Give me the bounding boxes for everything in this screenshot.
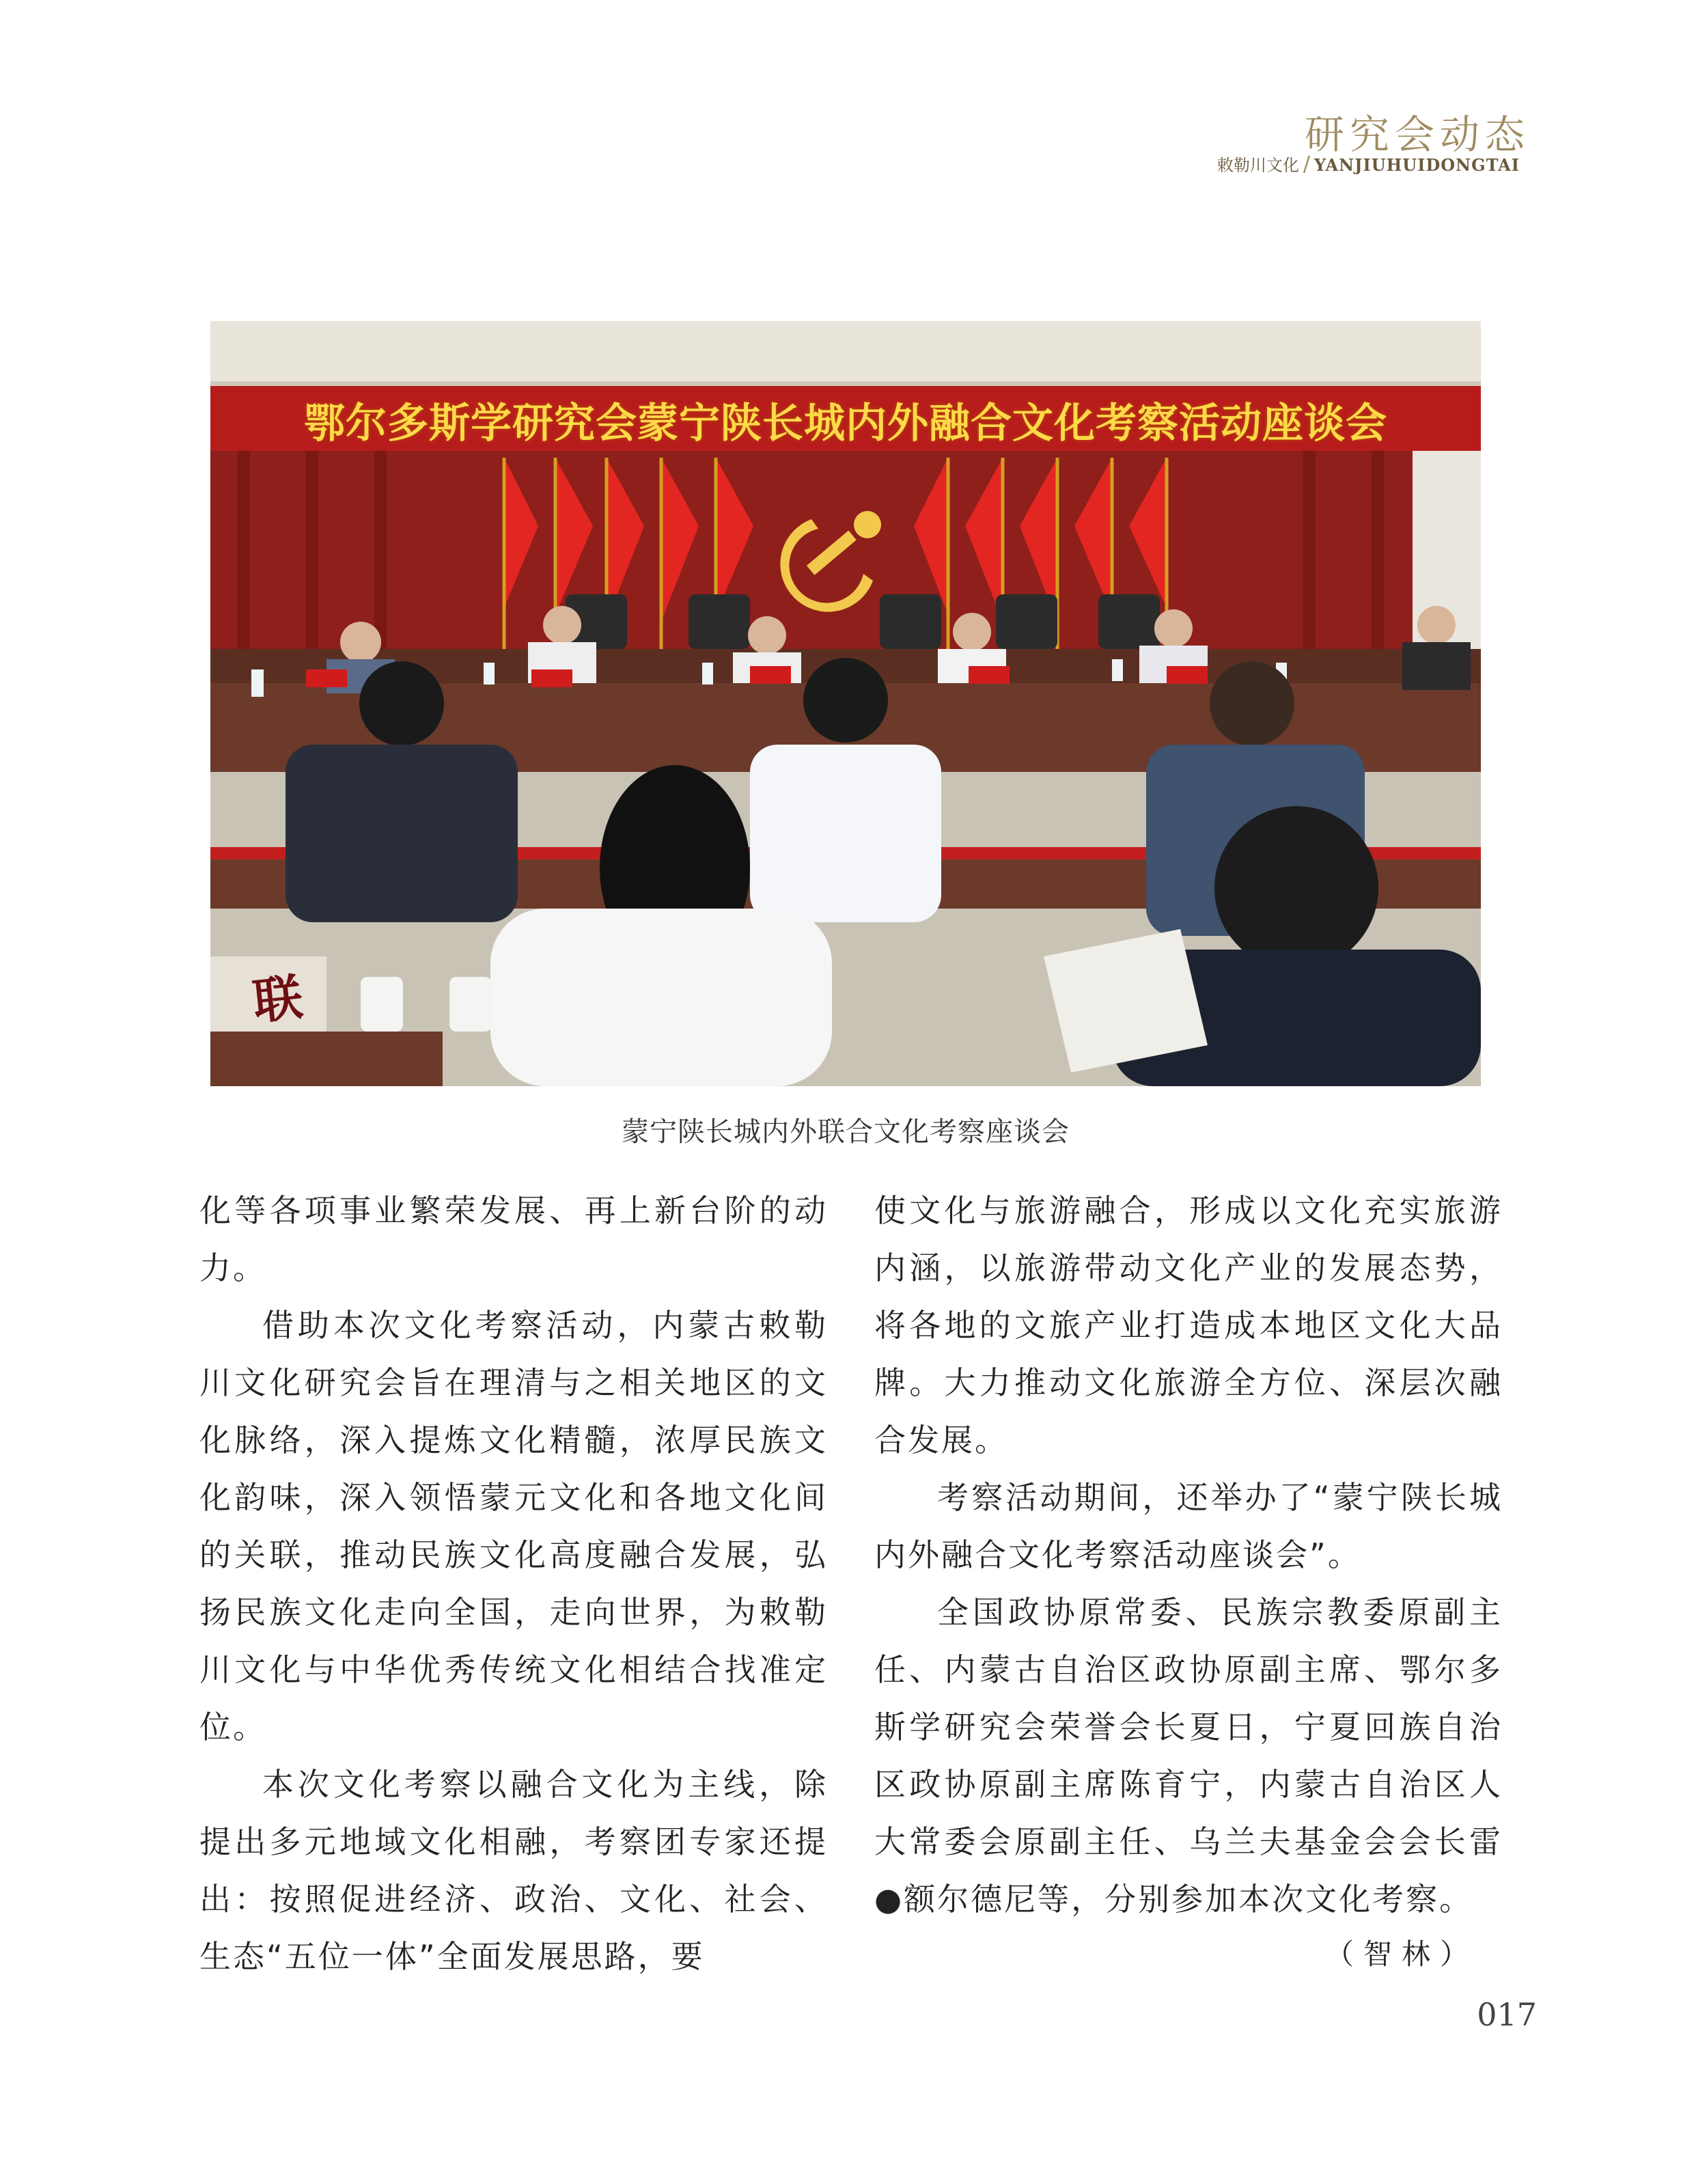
paragraph: 全国政协原常委、民族宗教委原副主任、内蒙古自治区政协原副主席、鄂尔多斯学研究会荣誉会长夏日，宁夏回族自治区政协原副主席陈育宁，内蒙古自治区人大常委会原副主任、乌兰夫基金会会长雷●额尔德尼等，分别参加本次文化考察。 bbox=[874, 1594, 1503, 1918]
publication-name: 敕勒川文化 bbox=[1217, 156, 1299, 175]
right-column bbox=[874, 1182, 1503, 1928]
left-column bbox=[199, 1182, 828, 1985]
paragraph: 使文化与旅游融合，形成以文化充实旅游内涵，以旅游带动文化产业的发展态势，将各地的文旅产业打造成本地区文化大品牌。大力推动文化旅游全方位、深层次融合发展。 bbox=[874, 1192, 1503, 1459]
section-subtitle bbox=[1175, 152, 1520, 176]
paragraph: 化等各项事业繁荣发展、再上新台阶的动力。 bbox=[199, 1192, 828, 1286]
header-slash: / bbox=[1303, 152, 1310, 176]
meeting-photo bbox=[210, 321, 1481, 1086]
section-title: 研究会动态 bbox=[1304, 111, 1530, 158]
paragraph: 借助本次文化考察活动，内蒙古敕勒川文化研究会旨在理清与之相关地区的文化脉络，深入提炼文化精髓，浓厚民族文化韵味，深入领悟蒙元文化和各地文化间的关联，推动民族文化高度融合发展，弘扬民族文化走向全国，走向世界，为敕勒川文化与中华优秀传统文化相结合找准定位。 bbox=[199, 1307, 828, 1745]
section-pinyin: YANJIUHUIDONGTAI bbox=[1313, 155, 1520, 175]
paragraph: 本次文化考察以融合文化为主线，除提出多元地域文化相融，考察团专家还提出：按照促进经济、政治、文化、社会、生态“五位一体”全面发展思路，要 bbox=[199, 1766, 828, 1975]
banner-text: 鄂尔多斯学研究会蒙宁陕长城内外融合文化考察活动座谈会 bbox=[304, 400, 1387, 447]
paragraph: 考察活动期间，还举办了“蒙宁陕长城内外融合文化考察活动座谈会”。 bbox=[874, 1479, 1503, 1573]
author-credit: （智林） bbox=[1325, 1937, 1479, 1971]
photo-caption: 蒙宁陕长城内外联合文化考察座谈会 bbox=[622, 1116, 1070, 1148]
table-card-text: 联 bbox=[250, 967, 305, 1031]
page-number: 017 bbox=[1477, 1996, 1537, 2033]
